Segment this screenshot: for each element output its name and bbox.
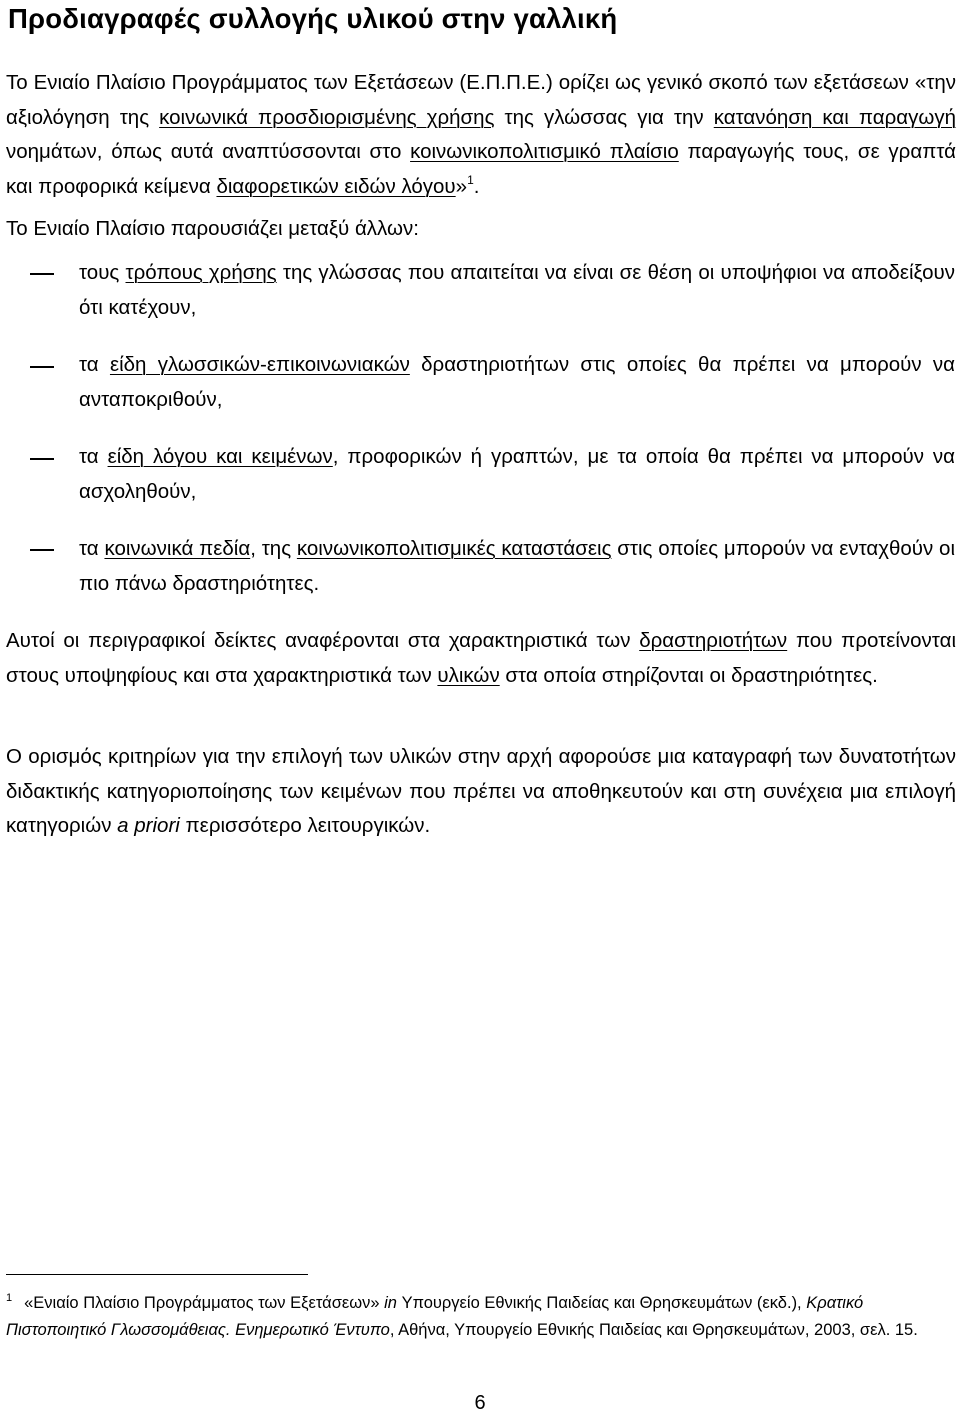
footnote-italic-2: Κρατικό Πιστοποιητικό Γλωσσομάθειας. Ενημερωτικό Έντυπο <box>6 1294 864 1339</box>
list-item-text: , της <box>250 537 297 560</box>
descriptors-text-1: Αυτοί οι περιγραφικοί δείκτες αναφέρονται στα χαρακτηριστικά των <box>6 629 640 652</box>
list-dash <box>30 273 54 275</box>
footnote-reference: 1 <box>467 172 474 187</box>
footnote-number: 1 <box>6 1292 13 1304</box>
footnote-text-1: «Ενιαίο Πλαίσιο Προγράμματος των Εξετάσεων» <box>24 1294 385 1312</box>
footnote-text-2: Υπουργείο Εθνικής Παιδείας και Θρησκευμάτων (εκδ.), <box>396 1294 807 1312</box>
list-item-term: κοινωνικοπολιτισμικές καταστάσεις <box>296 537 612 560</box>
descriptors-text-2: που προτείνονται στους υποψηφίους και στα χαρακτηριστικά των <box>6 629 956 687</box>
list-item <box>79 256 955 325</box>
list-dash <box>30 366 54 368</box>
list-item <box>79 440 955 509</box>
list-intro: Το Ενιαίο Πλαίσιο παρουσιάζει μεταξύ άλλων: <box>6 217 419 240</box>
term-discourse-genres: διαφορετικών ειδών λόγου <box>216 174 456 198</box>
descriptors-paragraph <box>6 624 956 693</box>
list-item-text: στις οποίες μπορούν να ενταχθούν οι πιο πάνω δραστηριότητες. <box>79 537 956 595</box>
intro-text-1: Το Ενιαίο Πλαίσιο Προγράμματος των Εξετάσεων (Ε.Π.Π.Ε.) ορίζει ως γενικό σκοπό των εξετάσεων «την αξιολόγηση της <box>6 71 956 129</box>
intro-text-6: . <box>473 174 480 198</box>
footnote <box>6 1290 956 1344</box>
criteria-paragraph <box>6 740 956 844</box>
list-item-text: τους <box>79 261 126 284</box>
list-item-text: τα <box>79 445 108 468</box>
footnote-separator <box>6 1274 308 1275</box>
intro-text-5: » <box>455 174 468 198</box>
term-a-priori: a priori <box>117 814 180 837</box>
list-item-term: τρόπους χρήσης <box>125 261 277 284</box>
page-title: Προδιαγραφές συλλογής υλικού στην γαλλική <box>8 3 618 34</box>
list-item-text: , προφορικών ή γραπτών, με τα οποία θα πρέπει να μπορούν να ασχοληθούν, <box>79 445 955 503</box>
list-item-text: δραστηριοτήτων στις οποίες θα πρέπει να μπορούν να ανταποκριθούν, <box>79 353 955 411</box>
list-dash <box>30 458 54 460</box>
list-item-text: τα <box>79 353 110 376</box>
criteria-text-2: περισσότερο λειτουργικών. <box>179 814 431 837</box>
intro-paragraph <box>6 66 956 204</box>
term-materials: υλικών <box>437 663 500 687</box>
intro-text-2: της γλώσσας για την <box>494 105 714 129</box>
footnote-italic-1: in <box>384 1294 397 1312</box>
page-number: 6 <box>474 1392 486 1414</box>
list-item-text: τα <box>79 537 105 560</box>
term-comprehension-production: κατανόηση και παραγωγή <box>713 105 957 129</box>
criteria-text-1: Ο ορισμός κριτηρίων για την επιλογή των υλικών στην αρχή αφορούσε μια καταγραφή των δυνατοτήτων διδακτικής κατηγοριοποίησης των κειμένων που πρέπει να αποθηκευτούν και στη συνέχεια μια επιλογή κατηγοριών <box>6 745 956 837</box>
term-activities: δραστηριοτήτων <box>639 629 788 652</box>
list-item <box>79 532 955 601</box>
term-socially-determined-use: κοινωνικά προσδιορισμένης χρήσης <box>159 105 495 129</box>
intro-text-3: νοημάτων, όπως αυτά αναπτύσσονται στο <box>6 140 411 163</box>
list-item <box>79 348 955 417</box>
list-dash <box>30 549 54 551</box>
footnote-text-3: , Αθήνα, Υπουργείο Εθνικής Παιδείας και Θρησκευμάτων, 2003, σελ. 15. <box>389 1321 918 1339</box>
intro-text-4: παραγωγής τους, σε γραπτά και προφορικά κείμενα <box>6 140 956 198</box>
list-item-term: κοινωνικά πεδία <box>104 537 251 560</box>
term-sociocultural-context: κοινωνικοπολιτισμικό πλαίσιο <box>410 140 679 163</box>
list-item-text: της γλώσσας που απαιτείται να είναι σε θέση οι υποψήφιοι να αποδείξουν ότι κατέχουν, <box>79 261 956 319</box>
list-item-term: είδη γλωσσικών-επικοινωνιακών <box>109 353 410 376</box>
list-item-term: είδη λόγου και κειμένων <box>107 445 333 468</box>
descriptors-text-3: στα οποία στηρίζονται οι δραστηριότητες. <box>499 663 878 687</box>
